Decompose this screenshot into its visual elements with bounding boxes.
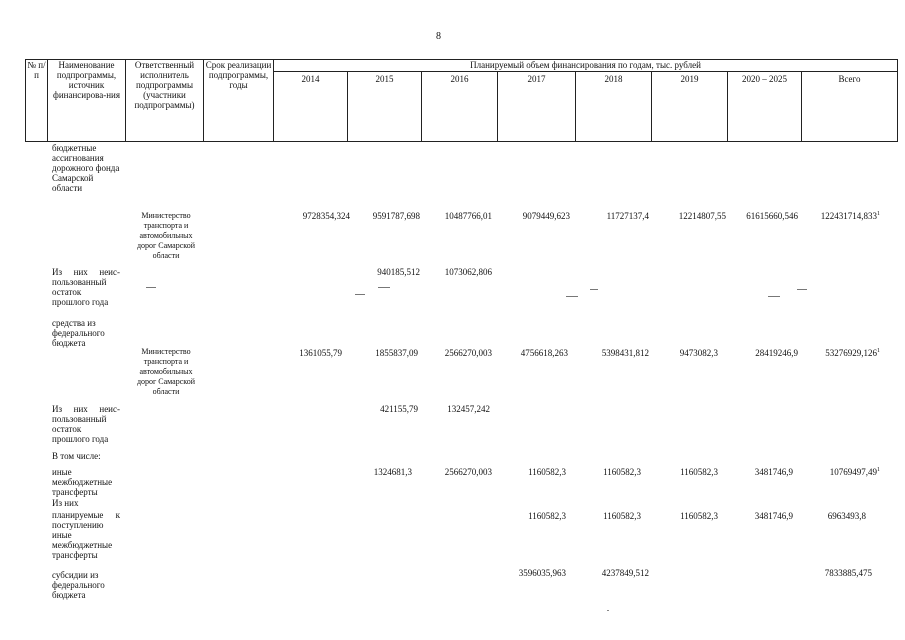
value-cell: 1160582,3 <box>528 511 566 521</box>
header-year: 2015 <box>348 72 422 142</box>
header-year: 2014 <box>274 72 348 142</box>
total-cell: 53276929,126$^1$ <box>825 348 880 358</box>
value-cell: 2566270,003 <box>444 348 492 358</box>
responsible-executor: Министерство транспорта и автомобильных дорог Самарской области <box>136 211 196 260</box>
header-year-total: Всего <box>802 72 898 142</box>
value-cell: 9591787,698 <box>372 211 420 221</box>
value-cell: 1160582,3 <box>603 467 641 477</box>
value-cell: 61615660,546 <box>746 211 798 221</box>
value-cell: 132457,242 <box>447 404 490 414</box>
source-label: Из них <box>52 498 79 508</box>
value-cell: 421155,79 <box>380 404 418 414</box>
value-cell: 9079449,623 <box>522 211 570 221</box>
value-cell: 5398431,812 <box>601 348 649 358</box>
header-name: Наименование подпрограммы, источник финансирова-ния <box>48 60 126 142</box>
header-year: 2019 <box>652 72 728 142</box>
header-responsible: Ответственный исполнитель подпрограммы (участники подпрограммы) <box>126 60 204 142</box>
total-cell: 6963493,8 <box>827 511 866 521</box>
value-cell: 3596035,963 <box>518 568 566 578</box>
source-label: планируемые к поступлению иные межбюджетные трансферты <box>52 510 120 560</box>
header-planned: Планируемый объем финансирования по годам, тыс. рублей <box>274 60 898 72</box>
footnote-mark: 1 <box>877 211 880 217</box>
header-year: 2018 <box>576 72 652 142</box>
value-cell: 1324681,3 <box>373 467 412 477</box>
value-cell: 12214807,55 <box>678 211 726 221</box>
value-cell: 1073062,806 <box>444 267 492 277</box>
value-cell: 2566270,003 <box>444 467 492 477</box>
header-num: № п/п <box>26 60 48 142</box>
table-header <box>25 59 898 142</box>
value-cell: 4756618,263 <box>520 348 568 358</box>
value-cell: 1160582,3 <box>680 467 718 477</box>
value-cell: 9473082,3 <box>679 348 718 358</box>
header-term: Срок реализации подпрограммы, годы <box>204 60 274 142</box>
source-label: Из них неис-пользованный остаток прошлого года <box>52 404 120 444</box>
value-cell: 3481746,9 <box>754 511 793 521</box>
value-cell: 28419246,9 <box>755 348 798 358</box>
value-cell: 1855837,09 <box>375 348 418 358</box>
total-cell: 10769497,49$^1$ <box>829 467 880 477</box>
page-number: 8 <box>436 31 441 42</box>
total-cell: 122431714,833$^1$ <box>820 211 880 221</box>
source-label: бюджетные ассигнования дорожного фонда Самарской области <box>52 143 120 193</box>
value-cell: 9728354,324 <box>302 211 350 221</box>
header-year: 2017 <box>498 72 576 142</box>
value-cell: 11727137,4 <box>606 211 649 221</box>
value-cell: 1160582,3 <box>603 511 641 521</box>
value-cell: 4237849,512 <box>601 568 649 578</box>
source-label: средства из федерального бюджета <box>52 318 105 348</box>
header-year: 2020 – 2025 <box>728 72 802 142</box>
footnote-mark: 1 <box>877 467 880 473</box>
value-cell: 1361055,79 <box>299 348 342 358</box>
source-label: иные межбюджетные трансферты <box>52 467 113 497</box>
value-cell: 1160582,3 <box>680 511 718 521</box>
footnote-mark: 1 <box>877 348 880 354</box>
source-label: субсидии из федерального бюджета <box>52 570 105 600</box>
value-cell: 3481746,9 <box>754 467 793 477</box>
header-year: 2016 <box>422 72 498 142</box>
total-cell: 7833885,475 <box>824 568 872 578</box>
source-label: Из них неис-пользованный остаток прошлого года <box>52 267 120 307</box>
responsible-executor: Министерство транспорта и автомобильных дорог Самарской области <box>136 347 196 396</box>
source-label: В том числе: <box>52 451 101 461</box>
value-cell: 940185,512 <box>377 267 420 277</box>
value-cell: 1160582,3 <box>528 467 566 477</box>
value-cell: 10487766,01 <box>444 211 492 221</box>
